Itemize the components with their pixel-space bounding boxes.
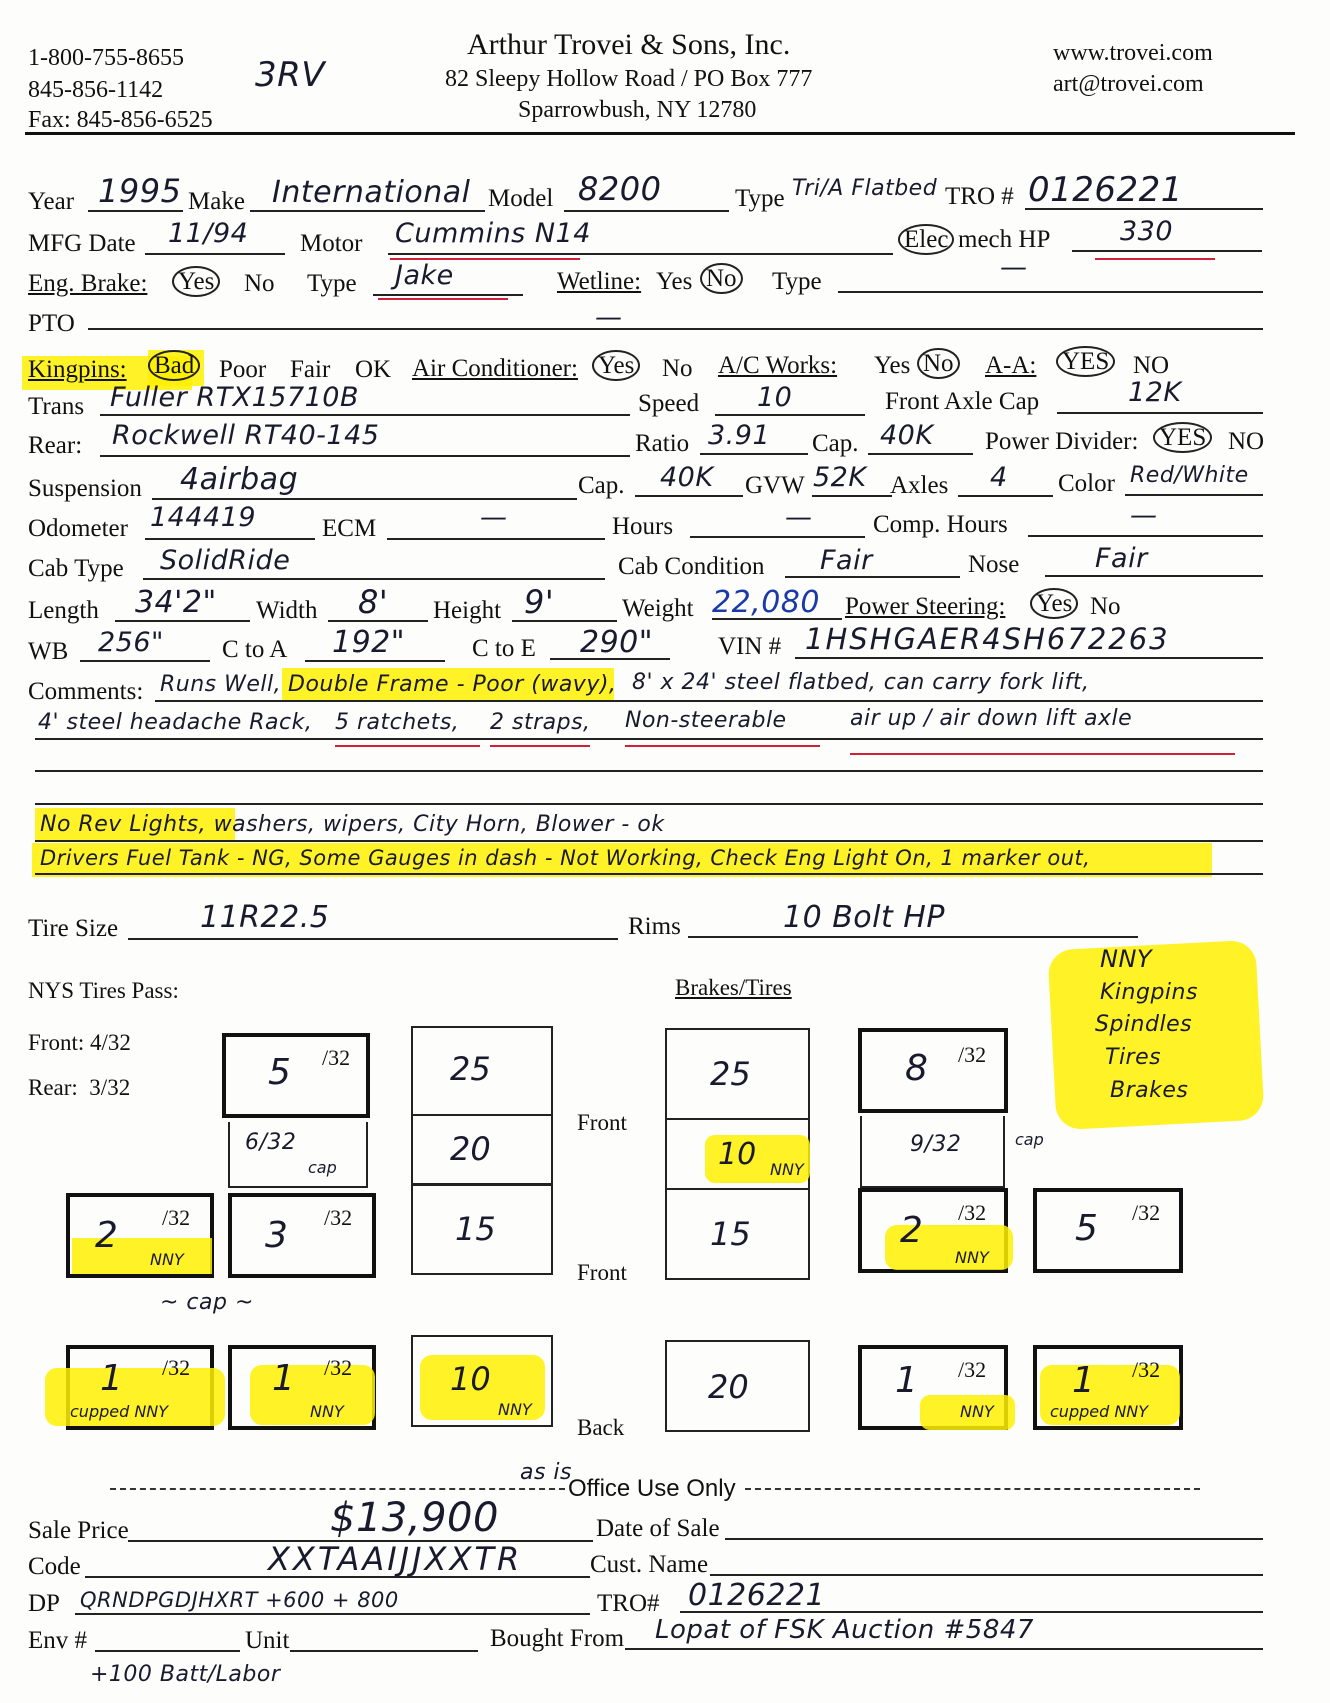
- power-divider-label: Power Divider:: [985, 428, 1139, 455]
- tire-right-drive-1-value: 2: [900, 1210, 923, 1251]
- cab-type-line: [143, 578, 605, 580]
- length-line: [115, 620, 250, 622]
- tire-size-value: 11R22.5: [200, 900, 330, 935]
- hours-value: —: [785, 502, 813, 533]
- aa-yes[interactable]: YES: [1056, 348, 1115, 376]
- gvw-value: 52K: [813, 462, 867, 493]
- tire-right-steer-value: 8: [905, 1048, 928, 1089]
- tire-right-steer-unit: /32: [958, 1042, 987, 1067]
- front-axle-cap-label: Front Axle Cap: [885, 388, 1040, 415]
- rear-requirement: Rear: 3/32: [28, 1075, 131, 1100]
- tire-size-line: [128, 938, 618, 940]
- eng-brake-type-label: Type: [307, 270, 357, 297]
- tro-2-value: 0126221: [688, 1578, 826, 1613]
- ecm-label: ECM: [322, 515, 377, 542]
- tire-left-drive-1-value: 2: [95, 1215, 118, 1256]
- bought-from-label: Bought From: [490, 1625, 625, 1652]
- air-conditioner-yes[interactable]: Yes: [592, 352, 640, 380]
- motor-value: Cummins N14: [395, 218, 591, 249]
- comment-3: No Rev Lights, washers, wipers, City Horn, Blower - ok: [40, 812, 665, 837]
- ratchets-red-underline: [335, 745, 480, 747]
- tro-label: TRO #: [945, 183, 1014, 210]
- weight-value: 22,080: [712, 585, 820, 620]
- make-value: International: [272, 175, 471, 210]
- brakes-tires-label: Brakes/Tires: [675, 975, 792, 1000]
- comment-line-6: [35, 873, 1263, 875]
- nny-note-brakes: Brakes: [1110, 1078, 1189, 1103]
- tire-right-cap-note: cap: [1015, 1130, 1044, 1149]
- comment-line-1: [155, 700, 1263, 702]
- tire-size-label: Tire Size: [28, 915, 119, 942]
- tire-left-rear-2-value: 1: [272, 1358, 295, 1399]
- tire-left-rear-1-note: cupped NNY: [70, 1402, 169, 1421]
- pto-value: —: [595, 302, 623, 333]
- vin-value: 1HSHGAER4SH672263: [805, 622, 1170, 656]
- suspension-line: [152, 498, 577, 500]
- color-line: [1125, 494, 1263, 496]
- email[interactable]: art@trovei.com: [1053, 71, 1204, 97]
- susp-cap-label: Cap.: [578, 472, 625, 499]
- suspension-label: Suspension: [28, 475, 142, 502]
- office-use-only-label: Office Use Only: [568, 1475, 736, 1502]
- wb-value: 256": [98, 627, 164, 658]
- trans-line: [100, 414, 630, 416]
- nny-note-spindles: Spindles: [1095, 1012, 1193, 1037]
- comment-2b: 5 ratchets,: [335, 710, 460, 735]
- tire-right-drive-2-unit: /32: [1132, 1200, 1161, 1225]
- nonsteer-red-underline: [625, 745, 820, 747]
- env-line: [95, 1650, 240, 1652]
- type-label: Type: [735, 185, 785, 212]
- trans-value: Fuller RTX15710B: [110, 382, 360, 413]
- brake-c2-mid-note: NNY: [770, 1160, 804, 1179]
- odometer-line: [145, 538, 315, 540]
- speed-value: 10: [757, 382, 793, 413]
- tire-left-cap-value: 6/32: [245, 1130, 297, 1155]
- dp-value: QRNDPGDJHXRT +600 + 800: [80, 1588, 399, 1612]
- axles-value: 4: [990, 462, 1008, 493]
- rear-line: [100, 455, 630, 457]
- tire-right-drive-2-value: 5: [1075, 1208, 1098, 1249]
- tire-left-drive-1-highlight: [72, 1238, 212, 1274]
- wetline-type-line: [838, 291, 1263, 293]
- comment-line-5: [35, 840, 1263, 842]
- air-conditioner-no[interactable]: No: [662, 355, 693, 382]
- type-value: Tri/A Flatbed: [792, 176, 938, 201]
- comment-1b: Double Frame - Poor (wavy),: [288, 672, 617, 697]
- hp-red-underline: [1095, 258, 1215, 260]
- front-label-1: Front: [577, 1110, 627, 1135]
- cab-condition-label: Cab Condition: [618, 553, 765, 580]
- tire-right-rear-1-note: NNY: [960, 1402, 994, 1421]
- comment-2d: Non-steerable: [625, 708, 787, 733]
- nose-label: Nose: [968, 551, 1020, 578]
- cust-name-line: [710, 1574, 1263, 1576]
- rims-label: Rims: [628, 913, 681, 940]
- batt-labor-note: +100 Batt/Labor: [90, 1662, 281, 1687]
- mfg-date-line: [145, 253, 285, 255]
- unit-label: Unit: [245, 1627, 290, 1654]
- brake-c1-top-value: 25: [450, 1050, 491, 1088]
- nose-line: [1045, 575, 1263, 577]
- rear-cap-line: [868, 453, 973, 455]
- dp-label: DP: [28, 1590, 60, 1617]
- susp-cap-line: [635, 495, 743, 497]
- jake-red-underline: [378, 298, 508, 300]
- eng-brake-label: Eng. Brake:: [28, 270, 148, 297]
- c-to-a-line: [305, 660, 445, 662]
- tire-right-rear-1-value: 1: [895, 1360, 918, 1401]
- tire-left-drive-2-value: 3: [265, 1215, 288, 1256]
- pto-label: PTO: [28, 310, 75, 337]
- cab-type-label: Cab Type: [28, 555, 124, 582]
- aa-no[interactable]: NO: [1133, 352, 1170, 379]
- eng-brake-type-line: [373, 294, 523, 296]
- nny-note-kingpins: Kingpins: [1100, 980, 1198, 1005]
- comp-hours-value: —: [1130, 500, 1158, 531]
- fax-number: Fax: 845-856-6525: [28, 107, 213, 133]
- wetline-label: Wetline:: [557, 268, 642, 295]
- wetline-no[interactable]: No: [700, 265, 743, 293]
- comment-2c: 2 straps,: [490, 710, 591, 735]
- wetline-type-value: —: [1000, 252, 1028, 283]
- susp-cap-value: 40K: [660, 462, 714, 493]
- model-value: 8200: [578, 170, 662, 208]
- back-label: Back: [577, 1415, 625, 1440]
- comment-1a: Runs Well,: [160, 672, 282, 697]
- brake-c1-bot-value: 15: [455, 1210, 496, 1248]
- dp-line: [75, 1613, 590, 1615]
- cust-name-label: Cust. Name: [590, 1551, 709, 1578]
- rear-value: Rockwell RT40-145: [112, 420, 380, 451]
- bought-from-value: Lopat of FSK Auction #5847: [655, 1615, 1034, 1645]
- tire-left-drive-1-unit: /32: [162, 1205, 191, 1230]
- rims-value: 10 Bolt HP: [783, 900, 945, 935]
- color-value: Red/White: [1130, 463, 1249, 488]
- comment-2a: 4' steel headache Rack,: [38, 710, 313, 735]
- comment-line-4: [35, 803, 1263, 805]
- motor-label: Motor: [300, 230, 363, 257]
- comment-1c: 8' x 24' steel flatbed, can carry fork lift,: [632, 670, 1090, 695]
- comment-4: Drivers Fuel Tank - NG, Some Gauges in dash - Not Working, Check Eng Light On, 1 marker out,: [40, 846, 1091, 870]
- comp-hours-label: Comp. Hours: [873, 511, 1008, 538]
- website[interactable]: www.trovei.com: [1053, 40, 1213, 66]
- front-requirement: Front: 4/32: [28, 1030, 131, 1055]
- c-to-e-value: 290": [580, 625, 654, 660]
- comment-line-3: [35, 770, 1263, 772]
- tire-left-cap-note: cap: [308, 1158, 337, 1177]
- tire-right-rear-2-note: cupped NNY: [1050, 1402, 1149, 1421]
- width-label: Width: [256, 597, 318, 624]
- unit-line: [290, 1650, 478, 1652]
- axles-line: [958, 495, 1053, 497]
- pto-line: [88, 328, 1263, 330]
- power-divider-no[interactable]: NO: [1228, 428, 1265, 455]
- wetline-type-label: Type: [772, 268, 822, 295]
- power-steering-no[interactable]: No: [1090, 593, 1121, 620]
- rear-label: Rear:: [28, 432, 83, 459]
- date-of-sale-label: Date of Sale: [596, 1515, 720, 1542]
- aa-label: A-A:: [985, 352, 1037, 379]
- axles-label: Axles: [890, 472, 949, 499]
- power-steering-label: Power Steering:: [845, 593, 1006, 620]
- front-axle-cap-line: [1057, 412, 1263, 414]
- kingpins-label: Kingpins:: [28, 356, 127, 383]
- brake-c1-back-value: 10: [450, 1360, 491, 1398]
- tire-left-steer-unit: /32: [322, 1045, 351, 1070]
- weight-label: Weight: [622, 595, 694, 622]
- make-label: Make: [188, 188, 245, 215]
- phone-1: 1-800-755-8655: [28, 45, 184, 71]
- height-label: Height: [433, 597, 502, 624]
- tro-2-label: TRO#: [597, 1590, 660, 1617]
- wetline-yes[interactable]: Yes: [656, 268, 693, 295]
- ratio-label: Ratio: [635, 430, 690, 457]
- front-axle-cap-value: 12K: [1128, 377, 1182, 408]
- ac-works-yes[interactable]: Yes: [874, 352, 911, 379]
- model-label: Model: [488, 185, 554, 212]
- front-label-2: Front: [577, 1260, 627, 1285]
- cab-condition-line: [785, 576, 960, 578]
- ratio-line: [700, 453, 808, 455]
- elec-label: Elec: [898, 226, 954, 254]
- make-line: [250, 210, 485, 212]
- year-line: [88, 210, 183, 212]
- tire-right-drive-1-note: NNY: [955, 1248, 989, 1267]
- hp-value: 330: [1120, 216, 1174, 247]
- c-to-a-value: 192": [332, 625, 406, 660]
- straps-red-underline: [490, 745, 590, 747]
- as-is-note: as is: [520, 1460, 573, 1485]
- rear-cap-value: 40K: [880, 420, 934, 451]
- mech-hp-label: mech HP: [958, 226, 1051, 253]
- brake-c1-back-note: NNY: [498, 1400, 532, 1419]
- year-label: Year: [28, 188, 75, 215]
- eng-brake-type-value: Jake: [395, 260, 454, 291]
- code-label: Code: [28, 1553, 81, 1580]
- c-to-a-label: C to A: [222, 636, 288, 663]
- kingpins-fair[interactable]: Fair: [290, 356, 331, 383]
- wb-line: [80, 660, 210, 662]
- width-value: 8': [358, 583, 389, 621]
- height-value: 9': [524, 583, 555, 621]
- brake-c2-top-value: 25: [710, 1055, 751, 1093]
- liftaxle-red-underline: [850, 753, 1235, 755]
- cab-type-value: SolidRide: [160, 545, 291, 576]
- tire-box-left-drive-2[interactable]: [228, 1193, 376, 1278]
- tire-right-drive-1-unit: /32: [958, 1200, 987, 1225]
- code-value: XXTAAIJJXXTR: [268, 1540, 523, 1578]
- motor-line: [388, 253, 893, 255]
- comment-line-2: [35, 738, 1263, 740]
- model-line: [564, 210, 729, 212]
- trans-label: Trans: [28, 393, 85, 420]
- tire-right-rear-1-unit: /32: [958, 1357, 987, 1382]
- brake-c2-back-value: 20: [708, 1368, 749, 1406]
- wb-label: WB: [28, 638, 69, 665]
- hp-line: [1072, 250, 1262, 252]
- sale-price-value: $13,900: [330, 1495, 499, 1541]
- nny-note-tires: Tires: [1105, 1045, 1162, 1070]
- ecm-value: —: [480, 502, 508, 533]
- odometer-label: Odometer: [28, 515, 128, 542]
- company-address-1: 82 Sleepy Hollow Road / PO Box 777: [445, 66, 813, 92]
- tire-left-rear-2-unit: /32: [324, 1355, 353, 1380]
- tire-right-rear-2-unit: /32: [1132, 1357, 1161, 1382]
- sale-price-label: Sale Price: [28, 1517, 129, 1544]
- year-value: 1995: [98, 172, 182, 210]
- ecm-line: [387, 538, 605, 540]
- eng-brake-no[interactable]: No: [244, 270, 275, 297]
- phone-2: 845-856-1142: [28, 77, 164, 103]
- date-of-sale-line: [725, 1538, 1263, 1540]
- handwritten-tag: 3RV: [255, 55, 326, 95]
- tire-box-right-steer[interactable]: [858, 1028, 1008, 1113]
- kingpins-ok[interactable]: OK: [355, 356, 392, 383]
- tire-left-steer-value: 5: [268, 1052, 291, 1093]
- tire-right-cap-value: 9/32: [910, 1132, 962, 1157]
- vin-label: VIN #: [718, 633, 782, 660]
- gvw-line: [812, 495, 892, 497]
- vin-line: [795, 657, 1263, 659]
- comp-hours-line: [1028, 535, 1263, 537]
- suspension-value: 4airbag: [180, 462, 299, 497]
- mfg-date-label: MFG Date: [28, 230, 136, 257]
- ratio-value: 3.91: [708, 420, 771, 451]
- tire-right-rear-2-value: 1: [1072, 1360, 1095, 1401]
- length-value: 34'2": [135, 585, 217, 620]
- office-dash-right: [745, 1488, 1200, 1490]
- kingpins-bad[interactable]: Bad: [148, 352, 200, 380]
- brake-c1-mid-value: 20: [450, 1130, 491, 1168]
- brake-c2-mid-value: 10: [718, 1137, 757, 1172]
- company-address-2: Sparrowbush, NY 12780: [518, 97, 757, 123]
- rims-line: [688, 936, 1138, 938]
- gvw-label: GVW: [745, 472, 805, 499]
- env-label: Env #: [28, 1627, 88, 1654]
- c-to-e-label: C to E: [472, 635, 536, 662]
- kingpins-poor[interactable]: Poor: [219, 356, 267, 383]
- tro-value: 0126221: [1028, 170, 1183, 210]
- rear-cap-label: Cap.: [812, 430, 859, 457]
- nose-value: Fair: [1095, 543, 1148, 574]
- hours-line: [690, 536, 865, 538]
- office-dash-left: [110, 1488, 565, 1490]
- tire-left-rear-1-unit: /32: [162, 1355, 191, 1380]
- air-conditioner-label: Air Conditioner:: [412, 355, 578, 382]
- tire-box-right-drive-2[interactable]: [1033, 1188, 1183, 1273]
- tire-left-drive-2-unit: /32: [324, 1205, 353, 1230]
- hours-label: Hours: [612, 513, 674, 540]
- tire-left-rear-1-value: 1: [100, 1358, 123, 1399]
- cab-condition-value: Fair: [820, 545, 873, 576]
- speed-line: [715, 414, 865, 416]
- brake-c2-bot-value: 15: [710, 1215, 751, 1253]
- tire-left-drive-1-note: NNY: [150, 1250, 184, 1269]
- odometer-value: 144419: [150, 502, 257, 533]
- header-rule: [25, 132, 1295, 135]
- bought-from-line: [625, 1648, 1263, 1650]
- ac-works-label: A/C Works:: [718, 352, 838, 379]
- mfg-date-value: 11/94: [168, 218, 249, 249]
- company-name: Arthur Trovei & Sons, Inc.: [467, 28, 791, 61]
- comment-2e: air up / air down lift axle: [850, 706, 1133, 731]
- color-label: Color: [1058, 470, 1115, 497]
- ac-works-no[interactable]: No: [917, 350, 960, 378]
- length-label: Length: [28, 597, 99, 624]
- power-divider-yes[interactable]: YES: [1153, 424, 1212, 452]
- nys-tires-label: NYS Tires Pass:: [28, 978, 179, 1003]
- speed-label: Speed: [638, 390, 700, 417]
- nny-note-title: NNY: [1100, 945, 1153, 973]
- power-steering-yes[interactable]: Yes: [1030, 590, 1078, 618]
- tire-left-cap-note-2: ~ cap ~: [160, 1290, 254, 1315]
- tire-left-rear-2-note: NNY: [310, 1402, 344, 1421]
- eng-brake-yes[interactable]: Yes: [172, 268, 220, 296]
- comments-label: Comments:: [28, 678, 144, 705]
